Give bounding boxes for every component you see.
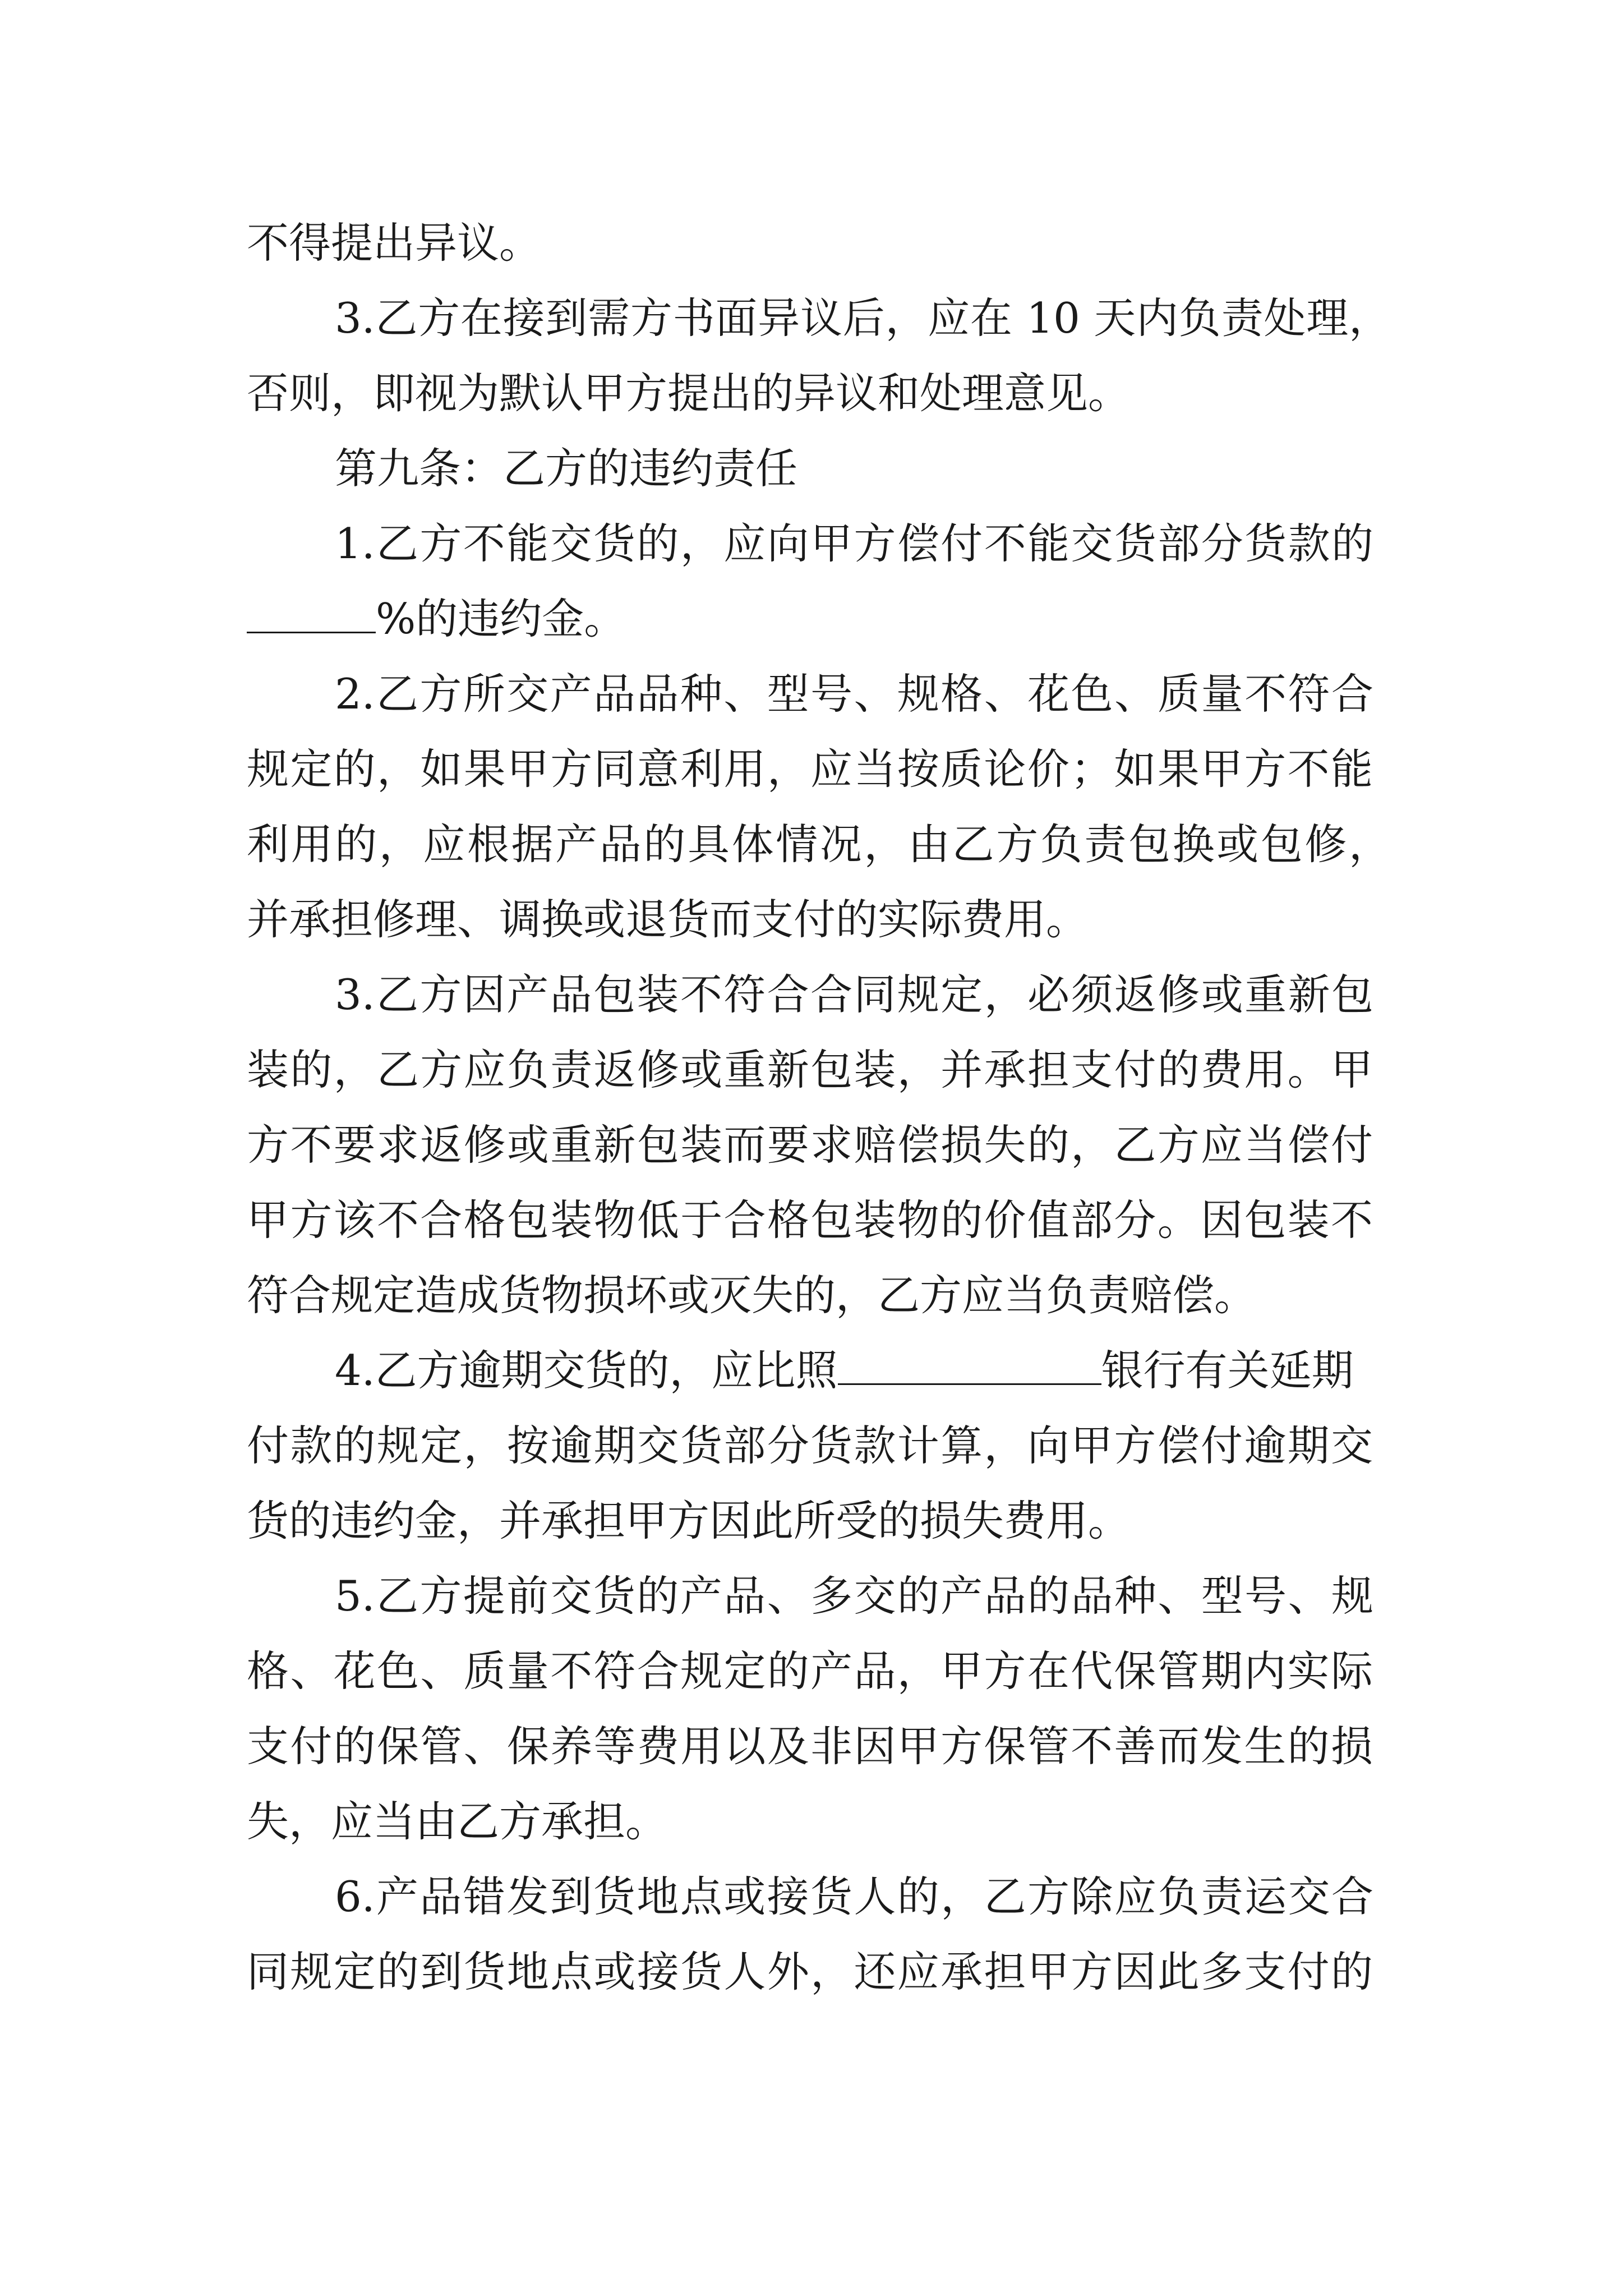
text-line: 3.乙方因产品包装不符合合同规定，必须返修或重新包 [335,970,1373,1019]
text-line: 规定的，如果甲方同意利用，应当按质论价；如果甲方不能 [247,744,1373,794]
text-line: 否则，即视为默认甲方提出的异议和处理意见。 [247,369,1131,418]
text-line: 方不要求返修或重新包装而要求赔偿损失的，乙方应当偿付 [247,1120,1373,1170]
bank-name-blank [838,1345,1101,1385]
text-line: 1.乙方不能交货的，应向甲方偿付不能交货部分货款的 [335,519,1373,568]
text-line [247,591,1391,647]
text-line: 利用的，应根据产品的具体情况，由乙方负责包换或包修， [247,820,1391,869]
text-line: 6.产品错发到货地点或接货人的，乙方除应负责运交合 [335,1872,1373,1921]
text-line: 失，应当由乙方承担。 [247,1797,668,1846]
text-line: 货的违约金，并承担甲方因此所受的损失费用。 [247,1496,1131,1545]
text-line: 符合规定造成货物损坏或灭失的，乙方应当负责赔偿。 [247,1271,1257,1320]
text-line: 并承担修理、调换或退货而支付的实际费用。 [247,895,1089,944]
text-line: 装的，乙方应负责返修或重新包装，并承担支付的费用。甲 [247,1045,1373,1094]
text-line [335,1342,1479,1398]
text-segment: %的违约金。 [376,594,626,643]
text-line: 不得提出异议。 [247,218,542,268]
text-segment: 4.乙方逾期交货的，应比照 [335,1346,838,1395]
text-line: 5.乙方提前交货的产品、多交的产品的品种、型号、规 [335,1571,1373,1621]
text-line: 同规定的到货地点或接货人外，还应承担甲方因此多支付的 [247,1947,1373,1996]
text-line: 付款的规定，按逾期交货部分货款计算，向甲方偿付逾期交 [247,1421,1373,1470]
text-line: 3.乙方在接到需方书面异议后，应在 10 天内负责处理， [335,293,1391,343]
text-line: 格、花色、质量不符合规定的产品，甲方在代保管期内实际 [247,1646,1373,1696]
percentage-blank [247,593,376,633]
text-line: 支付的保管、保养等费用以及非因甲方保管不善而发生的损 [247,1722,1373,1771]
text-line: 甲方该不合格包装物低于合格包装物的价值部分。因包装不 [247,1195,1373,1245]
text-line: 2.乙方所交产品品种、型号、规格、花色、质量不符合 [335,669,1373,719]
text-segment: 银行有关延期 [1101,1346,1354,1395]
section-heading: 第九条：乙方的违约责任 [335,444,798,493]
